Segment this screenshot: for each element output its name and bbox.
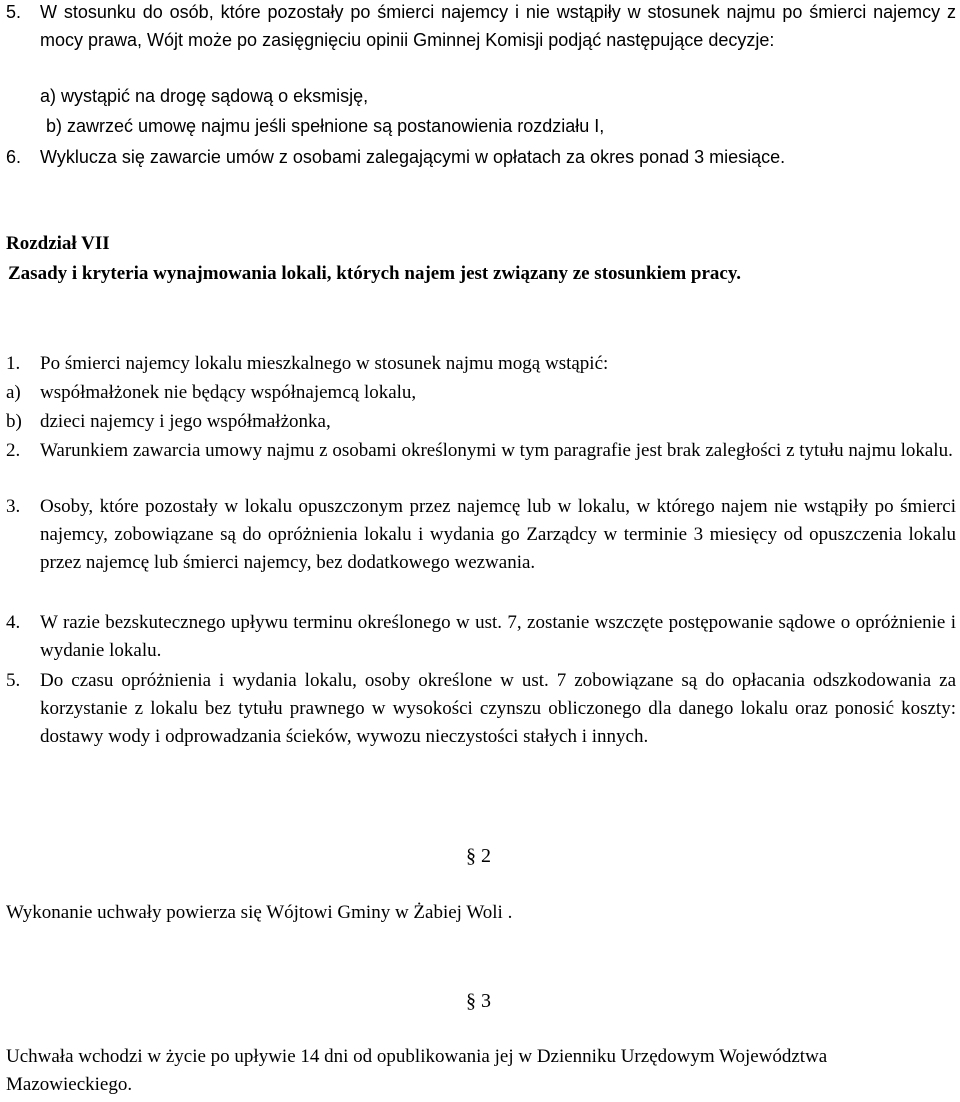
- list-item-text: Osoby, które pozostały w lokalu opuszczonym przez najemcę lub w lokalu, w którego najem nie wstąpiły po śmierci najemcy, zobowiązane są do opróżnienia lokalu i wydania go Zarządcy w terminie 3 miesięcy od opuszczenia lokalu przez najemcę lub śmierci najemcy, bez dodatkowego wezwania.: [40, 496, 956, 573]
- chapter-title: Rozdział VII: [6, 233, 110, 254]
- sub-item-b: b) zawrzeć umowę najmu jeśli spełnione są postanowienia rozdziału I,: [46, 116, 605, 136]
- chapter-item-4: [6, 609, 956, 665]
- list-item-number: 6.: [6, 147, 22, 167]
- list-item-letter: a): [6, 382, 21, 403]
- list-item-text: współmałżonek nie będący współnajemcą lokalu,: [40, 382, 417, 403]
- list-item-number: 4.: [6, 612, 21, 633]
- list-item-text: Po śmierci najemcy lokalu mieszkalnego w stosunek najmu mogą wstąpić:: [40, 353, 609, 374]
- list-item-number: 2.: [6, 440, 21, 461]
- list-item-text: Warunkiem zawarcia umowy najmu z osobami określonymi w tym paragrafie jest brak zaległości z tytułu najmu lokalu.: [40, 440, 953, 461]
- list-item-text: W stosunku do osób, które pozostały po śmierci najemcy i nie wstąpiły w stosunek najmu po śmierci najemcy z mocy prawa, Wójt może po zasięgnięciu opinii Gminnej Komisji podjąć następujące decyzje:: [40, 2, 956, 50]
- chapter-item-2: [6, 437, 956, 465]
- list-item-text: dzieci najemcy i jego współmałżonka,: [40, 411, 331, 432]
- list-item-number: 1.: [6, 353, 21, 374]
- section-3-text: Uchwała wchodzi w życie po upływie 14 dni od opublikowania jej w Dzienniku Urzędowym Województwa Mazowieckiego.: [6, 1046, 828, 1095]
- list-item-text: Wyklucza się zawarcie umów z osobami zalegającymi w opłatach za okres ponad 3 miesiące.: [40, 147, 786, 167]
- list-item-number: 3.: [6, 496, 21, 517]
- list-item-text: Do czasu opróżnienia i wydania lokalu, osoby określone w ust. 7 zobowiązane są do opłacania odszkodowania za korzystanie z lokalu bez tytułu prawnego w wysokości czynszu obliczonego dla danego lokalu oraz ponosić koszty: dostawy wody i odprowadzania ścieków, wywozu nieczystości stałych i innych.: [40, 670, 956, 747]
- list-item-number: 5.: [6, 670, 21, 691]
- chapter-subtitle: Zasady i kryteria wynajmowania lokali, których najem jest związany ze stosunkiem pracy.: [8, 263, 742, 284]
- section-2-text: Wykonanie uchwały powierza się Wójtowi Gminy w Żabiej Woli .: [6, 902, 513, 923]
- chapter-item-3: [6, 493, 956, 577]
- chapter-item-1: [6, 350, 956, 378]
- chapter-item-1a: [6, 379, 956, 407]
- list-item-5: [6, 0, 956, 54]
- list-item-number: 5.: [6, 2, 22, 22]
- section-3-sign: § 3: [466, 990, 491, 1012]
- section-2-sign: § 2: [466, 845, 491, 867]
- list-item-6: [6, 143, 956, 171]
- chapter-item-1b: [6, 408, 956, 436]
- list-item-letter: b): [6, 411, 22, 432]
- sub-item-a: a) wystąpić na drogę sądową o eksmisję,: [40, 86, 369, 106]
- chapter-item-5: [6, 667, 956, 751]
- list-item-text: W razie bezskutecznego upływu terminu określonego w ust. 7, zostanie wszczęte postępowanie sądowe o opróżnienie i wydanie lokalu.: [40, 612, 956, 661]
